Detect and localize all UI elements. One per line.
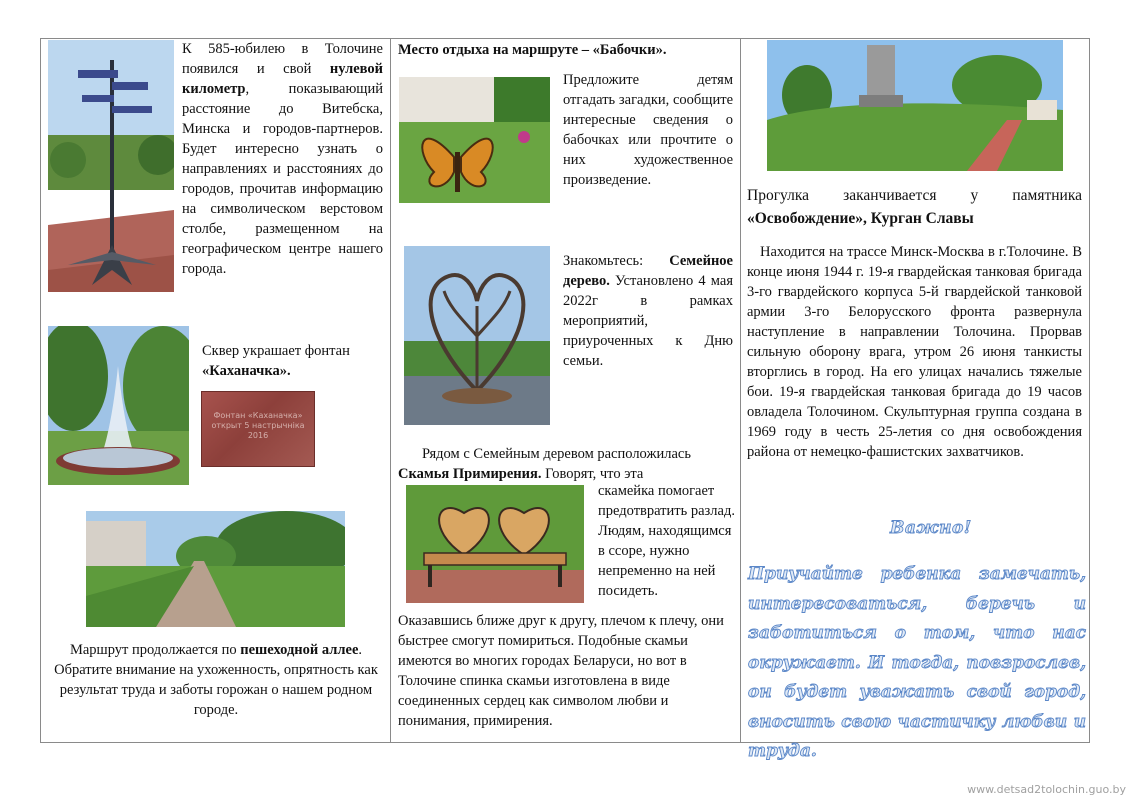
bench-bottom-text: Оказавшись ближе друг к другу, плечом к плечу, они быстрее смогут помириться. Подобные скамьи имеются во многих городах Беларуси, но вот в Толочине спинка скамьи изготовлена в виде соединенных сердец как символом любви и понимания, примирения. bbox=[398, 613, 724, 729]
alley-photo bbox=[86, 511, 345, 627]
site-url: www.detsad2tolochin.guo.by bbox=[967, 783, 1126, 796]
history-text: Находится на трассе Минск-Москва в г.Толочине. В конце июня 1944 г. 19-я гвардейская танковая бригада 3-го гвардейского корпуса 5-й гвардейской танковой армии 3-го Белорусского фронта развернула наступление в направлении Толочина. Прорвав сильную оборону врага, утром 26 июня танкисты вторглись в город. На его улицах начались тяжелые бои. 19-я гвардейская танковая бригада до 19 часов овладела Толочином. Скульптурная группа создана в 1969 году в честь 25-летия со дня освобождения района от немецко-фашистских захватчиков. bbox=[747, 244, 1082, 460]
butterfly-text: Предложите детям отгадать загадки, сообщите интересные сведения о бабочках или прочтите о них художественное произведение. bbox=[563, 72, 733, 188]
column-divider bbox=[740, 38, 741, 743]
column-divider bbox=[390, 38, 391, 743]
alley-text: Маршрут продолжается по пешеходной аллее. Обратите внимание на ухоженность, опрятность как результат труда и заботы горожан о нашем родном городе. bbox=[54, 642, 378, 718]
important-heading: Важно! bbox=[890, 518, 972, 538]
bench-side-text: скамейка помогает предотвратить разлад. Людям, находящимся в ссоре, нужно непременно на ней посидеть. bbox=[598, 483, 735, 599]
fountain-plaque-photo bbox=[201, 391, 315, 467]
milestone-text: К 585-юбилею в Толочине появился и свой нулевой километр, показывающий расстояние до Витебска, Минска и городов-партнеров. Будет интересно узнать о направлениях и расстояниях до городов, прочитав информацию на символическом верстовом столбе, размещенном на географическом центре нашего города. bbox=[182, 41, 383, 277]
rest-heading: Место отдыха на маршруте – «Бабочки». bbox=[398, 42, 667, 58]
family-tree-photo bbox=[404, 246, 550, 425]
walk-end-text: Прогулка заканчивается у памятника bbox=[747, 187, 1082, 204]
monument-photo bbox=[767, 40, 1063, 171]
bench-photo bbox=[406, 485, 584, 603]
butterfly-photo bbox=[399, 77, 550, 203]
advice-text: Приучайте ребенка замечать, интересоваться, беречь и заботиться о том, что нас окружает. И тогда, повзрослев, он будет уважать свой город, вносить свою частичку любви и труда. bbox=[748, 564, 1086, 761]
plaque-text: Фонтан «Каханачка» открыт 5 настрычнiка 2016 bbox=[211, 411, 305, 440]
family-tree-text: Знакомьтесь: Семейное дерево. Установлено 4 мая 2022г в рамках мероприятий, приуроченных к Дню семьи. bbox=[563, 253, 733, 369]
bench-intro: Рядом с Семейным деревом расположилась Скамья Примирения. Говорят, что эта bbox=[398, 446, 691, 482]
fountain-caption: Сквер украшает фонтан «Каханачка». bbox=[202, 343, 350, 379]
milestone-photo bbox=[48, 40, 174, 292]
fountain-photo bbox=[48, 326, 189, 485]
monument-name: «Освобождение», Курган Славы bbox=[747, 210, 974, 227]
